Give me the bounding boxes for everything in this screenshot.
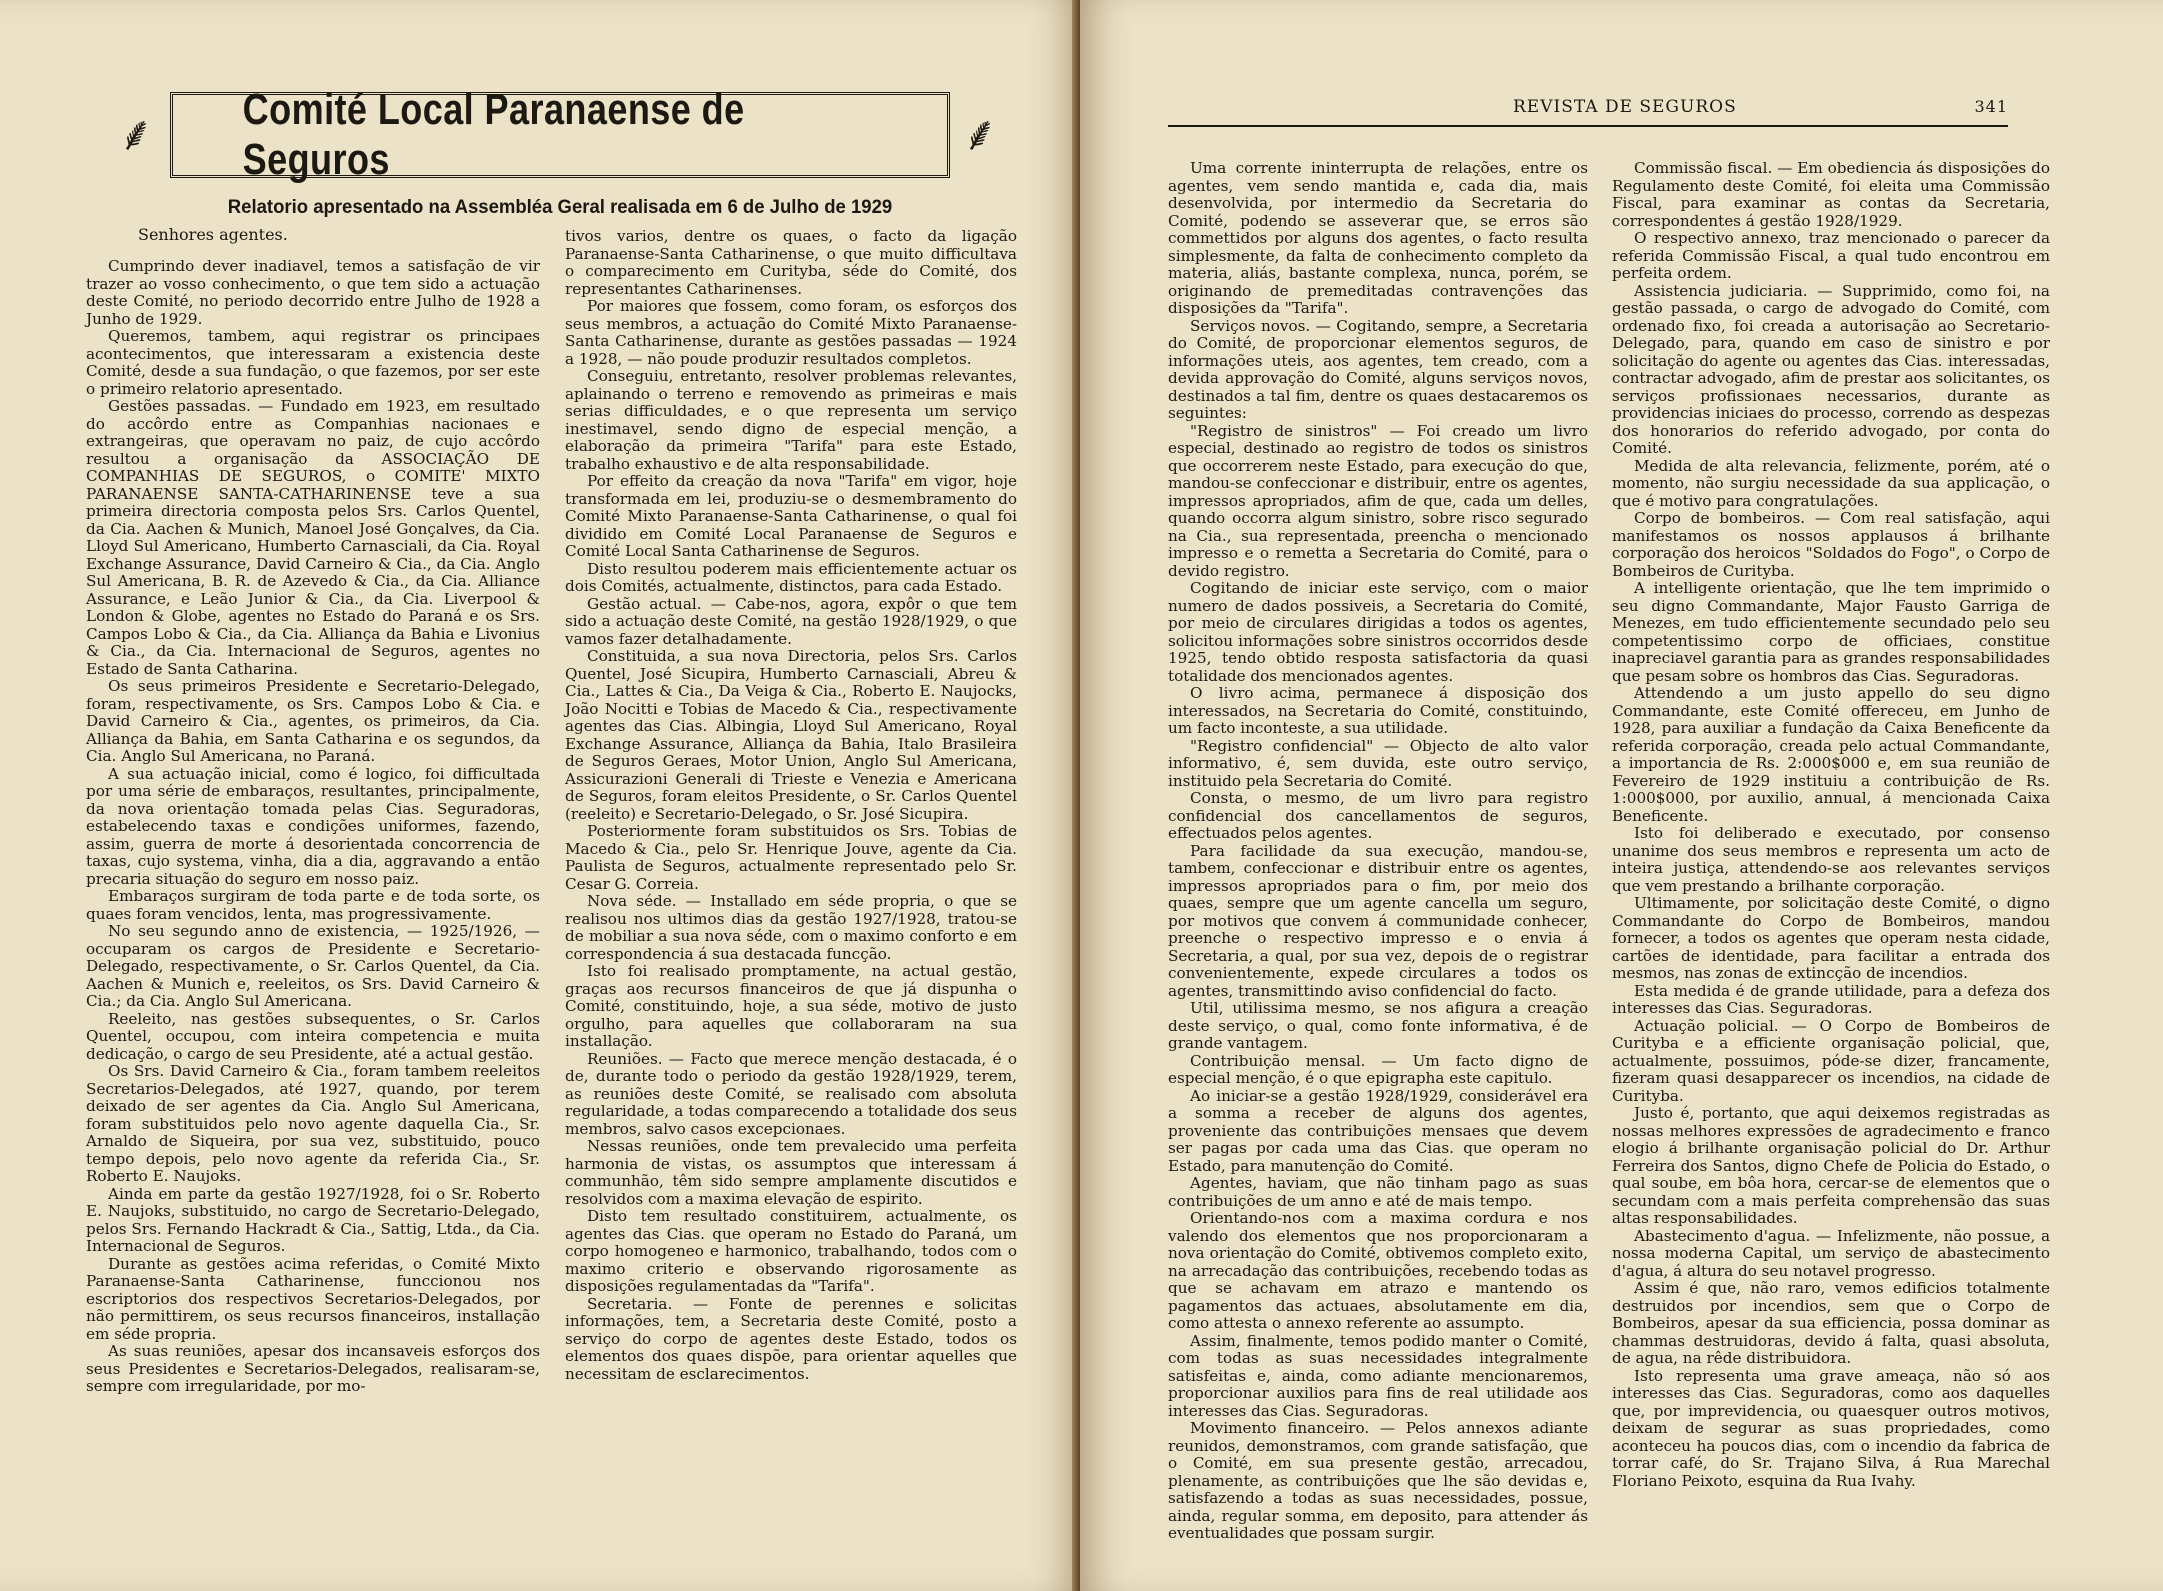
paragraph: A sua actuação inicial, como é logico, foi difficultada por uma série de embaraços, resultantes, principalmente, da nova orientação tomada pelas Cias. Seguradoras, estabelecendo taxas e condições uniformes, fazendo, assim, guerra de morte á desorientada concorrencia de taxas, cujo systema, vinha, dia a dia, aggravando a então precaria situação do seguro em nosso paiz.	[86, 764, 540, 888]
paragraph: tivos varios, dentre os quaes, o facto da ligação Paranaense-Santa Catharinense, o que muito difficultava o comparecimento em Curityba, séde do Comité, dos representantes Catharinenses.	[565, 227, 1017, 298]
article-subtitle: Relatorio apresentado na Assembléa Geral realisada em 6 de Julho de 1929	[227, 196, 893, 218]
paragraph: Assim é que, não raro, vemos edificios totalmente destruidos por incendios, sem que o Corpo de Bombeiros, apesar da sua efficiencia, possa dominar as chammas destruidoras, devido á falta, quasi absoluta, de agua, na rêde distribuidora.	[1612, 1279, 2050, 1367]
paragraph: No seu segundo anno de existencia, — 1925/1926, — occuparam os cargos de Presidente e Secretario-Delegado, respectivamente, o Sr. Carlos Quentel, da Cia. Aachen & Munich e, reeleitos, os Srs. David Carneiro & Cia.; da Cia. Anglo Sul Americana.	[86, 922, 540, 1010]
right-flourish-ornament: ⸙	[962, 106, 999, 162]
paragraph: Nova séde. — Installado em séde propria, o que se realisou nos ultimos dias da gestão 1927/1928, tratou-se de mobiliar a sua nova séde, com o maximo conforto e em correspondencia á sua destacada funcção.	[565, 892, 1017, 963]
page-number: 341	[1974, 97, 2008, 116]
paragraph: Nessas reuniões, onde tem prevalecido uma perfeita harmonia de vistas, os assumptos que interessam á communhão, têm sido sempre amplamente discutidos e resolvidos com a maxima elevação de espirito.	[565, 1137, 1017, 1208]
paragraph: Queremos, tambem, aqui registrar os principaes acontecimentos, que interessaram a existencia deste Comité, desde a sua fundação, o que fazemos, por ser este o primeiro relatorio apresentado.	[86, 327, 540, 398]
paragraph: Assim, finalmente, temos podido manter o Comité, com todas as suas necessidades integralmente satisfeitas e, ainda, como adiante mencionaremos, proporcionar auxilios para fins de real utilidade aos interesses das Cias. Seguradoras.	[1168, 1331, 1588, 1420]
paragraph: Actuação policial. — O Corpo de Bombeiros de Curityba e a efficiente organisação policial, que, actualmente, possuimos, póde-se dizer, francamente, fizeram quasi desapparecer os incendios, na cidade de Curityba.	[1612, 1016, 2050, 1105]
paragraph: Disto resultou poderem mais efficientemente actuar os dois Comités, actualmente, distinctos, para cada Estado.	[565, 559, 1017, 595]
paragraph: Corpo de bombeiros. — Com real satisfação, aqui manifestamos os nossos applausos á brilhante corporação dos heroicos "Soldados do Fogo", o Corpo de Bombeiros de Curityba.	[1612, 509, 2050, 580]
paragraph: Os Srs. David Carneiro & Cia., foram tambem reeleitos Secretarios-Delegados, até 1927, quando, por terem deixado de ser agentes da Cia. Anglo Sul Americana, foram substituidos pelo novo agente daquella Cia., Sr. Arnaldo de Siqueira, por sua vez, substituido, pouco tempo depois, pelo novo agente da referida Cia., Sr. Roberto E. Naujoks.	[86, 1062, 540, 1185]
paragraph: Orientando-nos com a maxima cordura e nos valendo dos elementos que nos proporcionaram a nova orientação do Comité, obtivemos completo exito, na arrecadação das contribuições, recebendo todas as que se achavam em atrazo e mantendo os pagamentos das actuaes, absolutamente em dia, como attesta o annexo referente ao assumpto.	[1168, 1209, 1588, 1332]
paragraph: Uma corrente ininterrupta de relações, entre os agentes, vem sendo mantida e, cada dia, mais desenvolvida, por intermedio da Secretaria do Comité, podendo se asseverar que, se erros são commettidos por alguns dos agentes, o facto resulta simplesmente, da falta de conhecimento completo da materia, aliás, bastante complexa, nunca, porém, se originando de premeditadas contravenções das disposições da "Tarifa".	[1168, 159, 1588, 317]
paragraph: Gestão actual. — Cabe-nos, agora, expôr o que tem sido a actuação deste Comité, na gestão 1928/1929, o que vamos fazer detalhadamente.	[565, 594, 1017, 648]
paragraph: Assistencia judiciaria. — Supprimido, como foi, na gestão passada, o cargo de advogado do Comité, com ordenado fixo, foi creada a autorisação ao Secretario-Delegado, para, quando em caso de sinistro e por solicitação do agente ou agentes das Cias. interessadas, contractar advogado, afim de prestar aos solicitantes, os serviços profissionaes necessarios, durante as providencias iniciaes do processo, correndo as despezas dos honorarios do referido advogado, por conta do Comité.	[1612, 281, 2050, 457]
paragraph: Cogitando de iniciar este serviço, com o maior numero de dados possiveis, a Secretaria do Comité, por meio de circulares dirigidas a todos os agentes, solicitou informações sobre sinistros occorridos desde 1925, tendo obtido resposta satisfactoria da quasi totalidade dos mencionados agentes.	[1168, 579, 1588, 685]
paragraph: Consta, o mesmo, de um livro para registro confidencial dos cancellamentos de seguros, effectuados pelos agentes.	[1168, 789, 1588, 842]
paragraph: "Registro de sinistros" — Foi creado um livro especial, destinado ao registro de todos os sinistros que occorrerem neste Estado, para execução do que, mandou-se confeccionar e distribuir, entre os agentes, impressos apropriados, afim de que, cada um delles, quando occorra algum sinistro, sobre risco segurado na Cia., sua representada, preencha o mencionado impresso e o remetta a Secretaria do Comité, para o devido registro.	[1168, 421, 1588, 580]
salutation: Senhores agentes.	[138, 225, 288, 244]
paragraph: Abastecimento d'agua. — Infelizmente, não possue, a nossa moderna Capital, um serviço de abastecimento d'agua, á altura do seu notavel progresso.	[1612, 1226, 2050, 1280]
paragraph: Agentes, haviam, que não tinham pago as suas contribuições de um anno e até de mais tempo.	[1168, 1174, 1588, 1210]
paragraph: O respectivo annexo, traz mencionado o parecer da referida Commissão Fiscal, a qual tudo encontrou em perfeita ordem.	[1612, 229, 2050, 282]
running-title: REVISTA DE SEGUROS	[1513, 97, 1737, 117]
right-page-column-1	[1168, 160, 1588, 1543]
paragraph: Ultimamente, por solicitação deste Comité, o digno Commandante do Corpo de Bombeiros, mandou fornecer, a todos os agentes que operam nesta cidade, cartões de identidade, para facilitar a entrada dos mesmos, nas zonas de extincção de incendios.	[1612, 894, 2050, 982]
paragraph: Embaraços surgiram de toda parte e de toda sorte, os quaes foram vencidos, lenta, mas progressivamente.	[86, 887, 540, 923]
paragraph: Por maiores que fossem, como foram, os esforços dos seus membros, a actuação do Comité Mixto Paranaense-Santa Catharinense, durante as gestões passadas — 1924 a 1928, — não poude produzir resultados completos.	[565, 297, 1017, 368]
paragraph: Constituida, a sua nova Directoria, pelos Srs. Carlos Quentel, José Sicupira, Humberto Carnasciali, Abreu & Cia., Lattes & Cia., Da Veiga & Cia., Roberto E. Naujocks, João Nocitti e Tobias de Macedo & Cia., respectivamente agentes das Cias. Albingia, Lloyd Sul Americano, Royal Exchange Assurance, Alliança da Bahia, Italo Brasileira de Seguros Geraes, Motor Union, Anglo Sul Americana, Assicurazioni Generali di Trieste e Venezia e Americana de Seguros, foram eleitos Presidente, o Sr. Carlos Quentel (reeleito) e Secretario-Delegado, o Sr. José Sicupira.	[565, 647, 1017, 823]
paragraph: As suas reuniões, apesar dos incansaveis esforços dos seus Presidentes e Secretarios-Delegados, realisaram-se, sempre com irregularidade, por mo-	[86, 1342, 540, 1395]
title-banner	[170, 85, 950, 184]
paragraph: Disto tem resultado constituirem, actualmente, os agentes das Cias. que operam no Estado do Paraná, um corpo homogeneo e harmonico, trabalhando, todos com o maximo criterio e observando rigorosamente as disposições regulamentadas da "Tarifa".	[565, 1207, 1017, 1295]
paragraph: Por effeito da creação da nova "Tarifa" em vigor, hoje transformada em lei, produziu-se o desmembramento do Comité Mixto Paranaense-Santa Catharinense, o qual foi dividido em Comité Local Paranaense de Seguros e Comité Local Santa Catharinense de Seguros.	[565, 472, 1017, 560]
paragraph: Gestões passadas. — Fundado em 1923, em resultado do accôrdo entre as Companhias nacionaes e extrangeiras, que operavam no paiz, de cujo accôrdo resultou a organisação da ASSOCIAÇÃO DE COMPANHIAS DE SEGUROS, o COMITE' MIXTO PARANAENSE SANTA-CATHARINENSE teve a sua primeira directoria composta pelos Srs. Carlos Quentel, da Cia. Aachen & Munich, Manoel José Gonçalves, da Cia. Lloyd Sul Americano, Humberto Carnasciali, da Cia. Royal Exchange Assurance, David Carneiro & Cia., da Cia. Anglo Sul Americana, B. R. de Azevedo & Cia., da Cia. Alliance Assurance, e Leão Junior & Cia., da Cia. Liverpool & London & Globe, agentes no Estado do Paraná e os Srs. Campos Lobo & Cia., da Cia. Alliança da Bahia e Livonius & Cia., da Cia. Internacional de Seguros, agentes no Estado de Santa Catharina.	[86, 397, 540, 678]
paragraph: Posteriormente foram substituidos os Srs. Tobias de Macedo & Cia., pelo Sr. Henrique Jouve, agente da Cia. Paulista de Seguros, actualmente representado pelo Sr. Cesar G. Correia.	[565, 822, 1017, 893]
paragraph: Justo é, portanto, que aqui deixemos registradas as nossas melhores expressões de agradecimento e franco elogio á brilhante organisação policial do Dr. Arthur Ferreira dos Santos, digno Chefe de Policia do Estado, o qual soube, em bôa hora, cercar-se de elementos que o secundam com a mais perfeita comprehensão das suas altas responsabilidades.	[1612, 1104, 2050, 1227]
paragraph: Reeleito, nas gestões subsequentes, o Sr. Carlos Quentel, occupou, com inteira competencia e muita dedicação, o cargo de seu Presidente, até a actual gestão.	[86, 1009, 540, 1063]
left-page	[0, 0, 1080, 1591]
paragraph: Secretaria. — Fonte de perennes e solicitas informações, tem, a Secretaria deste Comité, posto a serviço do corpo de agentes deste Estado, todos os elementos dos quaes dispõe, para orientar aquelles que necessitam de esclarecimentos.	[565, 1294, 1017, 1383]
article-title: Comité Local Paranaense de Seguros	[242, 85, 745, 184]
paragraph: O livro acima, permanece á disposição dos interessados, na Secretaria do Comité, constituindo, um facto inconteste, a sua utilidade.	[1168, 684, 1588, 737]
paragraph: Isto representa uma grave ameaça, não só aos interesses das Cias. Seguradoras, como aos daquelles que, por imprevidencia, ou quaesquer outros motivos, deixam de segurar as suas propriedades, como aconteceu ha poucos dias, com o incendio da fabrica de torrar café, do Sr. Trajano Silva, á Rua Marechal Floriano Peixoto, esquina da Rua Ivahy.	[1612, 1366, 2050, 1490]
paragraph: Reuniões. — Facto que merece menção destacada, é o de, durante todo o periodo da gestão 1928/1929, terem, as reuniões deste Comité, se realisado com absoluta regularidade, a todas comparecendo a totalidade dos seus membros, salvo casos excepcionaes.	[565, 1049, 1017, 1138]
paragraph: Commissão fiscal. — Em obediencia ás disposições do Regulamento deste Comité, foi eleita uma Commissão Fiscal, para examinar as contas da Secretaria, correspondentes á gestão 1928/1929.	[1612, 159, 2050, 230]
paragraph: Para facilidade da sua execução, mandou-se, tambem, confeccionar e distribuir entre os agentes, impressos apropriados para o fim, por meio dos quaes, sempre que um agente cancella um seguro, por motivos que convem á communidade conhecer, preenche o respectivo impresso e o envia á Secretaria, a qual, por sua vez, depois de o registrar convenientemente, expede circulares a todos os agentes, transmittindo aviso confidencial do facto.	[1168, 841, 1588, 1000]
left-page-column-2	[565, 228, 1017, 1383]
paragraph: Ainda em parte da gestão 1927/1928, foi o Sr. Roberto E. Naujoks, substituido, no cargo de Secretario-Delegado, pelos Srs. Fernando Hackradt & Cia., Sattig, Ltda., da Cia. Internacional de Seguros.	[86, 1184, 540, 1255]
right-page-column-2	[1612, 160, 2050, 1490]
paragraph: Durante as gestões acima referidas, o Comité Mixto Paranaense-Santa Catharinense, funccionou nos escriptorios dos respectivos Secretarios-Delegados, por não permittirem, os seus recursos financeiros, installação em séde propria.	[86, 1254, 540, 1343]
paragraph: Isto foi realisado promptamente, na actual gestão, graças aos recursos financeiros de que já dispunha o Comité, constituindo, hoje, a sua séde, motivo de justo orgulho, para aquelles que collaboraram na sua installação.	[565, 962, 1017, 1050]
paragraph: Medida de alta relevancia, felizmente, porém, até o momento, não surgiu necessidade da sua applicação, o que é motivo para congratulações.	[1612, 456, 2050, 510]
paragraph: Attendendo a um justo appello do seu digno Commandante, este Comité offereceu, em Junho de 1928, para auxiliar a fundação da Caixa Beneficente da referida corporação, creada pelo actual Commandante, a importancia de Rs. 2:000$000 e, em sua reunião de Fevereiro de 1929 instituiu a contribuição de Rs. 1:000$000, por auxilio, annual, á mencionada Caixa Beneficente.	[1612, 684, 2050, 825]
paragraph: "Registro confidencial" — Objecto de alto valor informativo, é, sem duvida, este outro serviço, instituido pela Secretaria do Comité.	[1168, 736, 1588, 790]
paragraph: Os seus primeiros Presidente e Secretario-Delegado, foram, respectivamente, os Srs. Campos Lobo & Cia. e David Carneiro & Cia., agentes, os primeiros, da Cia. Alliança da Bahia, em Santa Catharina e os segundos, da Cia. Anglo Sul Americana, no Paraná.	[86, 677, 540, 765]
paragraph: Contribuição mensal. — Um facto digno de especial menção, é o que epigrapha este capitulo.	[1168, 1051, 1588, 1087]
paragraph: Movimento financeiro. — Pelos annexos adiante reunidos, demonstramos, com grande satisfação, que o Comité, em sua presente gestão, arrecadou, plenamente, as contribuições que lhe são devidas e, satisfazendo a todas as suas necessidades, possue, ainda, regular somma, em deposito, para attender ás eventualidades que possam surgir.	[1168, 1419, 1588, 1542]
paragraph: A intelligente orientação, que lhe tem imprimido o seu digno Commandante, Major Fausto Garriga de Menezes, em tudo efficientemente secundado pelo seu competentissimo corpo de officiaes, constitue inapreciavel garantia para as grandes responsabilidades que pesam sobre os hombros das Cias. Seguradoras.	[1612, 579, 2050, 685]
running-head	[1168, 95, 2008, 127]
paragraph: Conseguiu, entretanto, resolver problemas relevantes, aplainando o terreno e removendo as primeiras e mais serias difficuldades, e o que representa um serviço inestimavel, sendo digno de especial menção, a elaboração da primeira "Tarifa" para este Estado, trabalho exhaustivo e de alta responsabilidade.	[565, 367, 1017, 473]
paragraph: Serviços novos. — Cogitando, sempre, a Secretaria do Comité, de proporcionar elementos seguros, de informações uteis, aos agentes, tem creado, com a devida approvação do Comité, alguns serviços novos, destinados a tal fim, dentre os quaes destacaremos os seguintes:	[1168, 316, 1588, 422]
left-page-column-1	[86, 258, 540, 1396]
paragraph: Util, utilissima mesmo, se nos afigura a creação deste serviço, o qual, como fonte informativa, é de grande vantagem.	[1168, 999, 1588, 1052]
paragraph: Isto foi deliberado e executado, por consenso unanime dos seus membros e representa um acto de inteira justiça, attendendo-se aos relevantes serviços que vem prestando a brilhante corporação.	[1612, 824, 2050, 895]
paragraph: Ao iniciar-se a gestão 1928/1929, considerável era a somma a receber de alguns dos agentes, proveniente das contribuições mensaes que devem ser pagas por cada uma das Cias. que operam no Estado, para manutenção do Comité.	[1168, 1086, 1588, 1175]
paragraph: Cumprindo dever inadiavel, temos a satisfação de vir trazer ao vosso conhecimento, o que tem sido a actuação deste Comité, no periodo decorrido entre Julho de 1928 a Junho de 1929.	[86, 257, 540, 328]
paragraph: Esta medida é de grande utilidade, para a defeza dos interesses das Cias. Seguradoras.	[1612, 981, 2050, 1017]
left-flourish-ornament: ⸙	[118, 106, 155, 162]
